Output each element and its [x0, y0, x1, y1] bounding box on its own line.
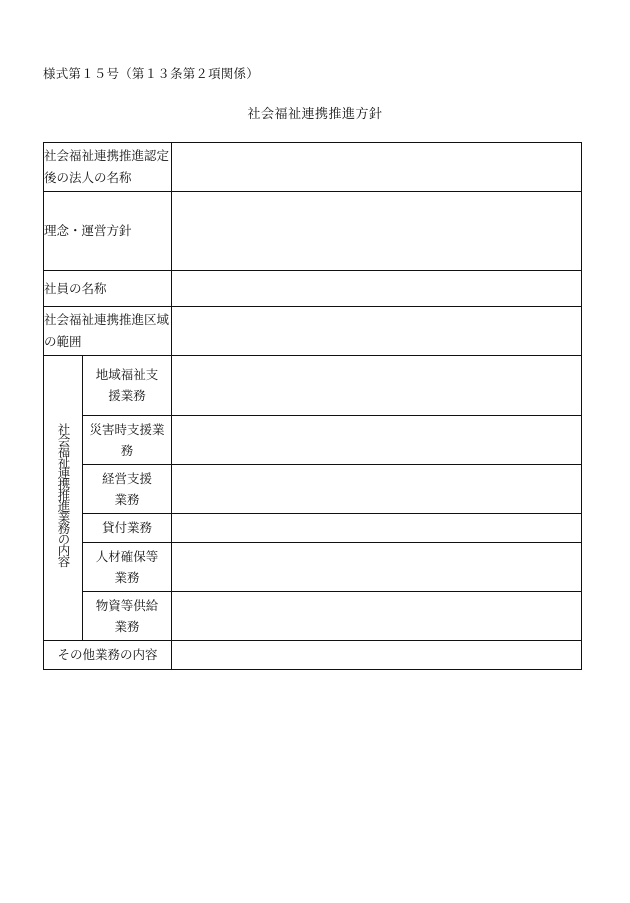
document-title: 社会福祉連携推進方針 — [247, 107, 383, 122]
form-number: 様式第１５号（第１３条第２項関係） — [43, 66, 259, 81]
personnel-field[interactable] — [172, 543, 582, 592]
business-content-label: 社会福祉連携推進業務の内容 — [56, 423, 71, 566]
corporation-name-label: 社会福祉連携推進認定後の法人の名称 — [44, 143, 172, 192]
row-business-personnel — [44, 543, 582, 592]
row-other-business — [44, 641, 582, 670]
row-business-management — [44, 465, 582, 514]
supplies-field[interactable] — [172, 592, 582, 641]
business-item-label: 経営支援業務 — [83, 465, 172, 514]
business-item-label: 地域福祉支援業務 — [83, 356, 172, 416]
corporation-name-field[interactable] — [172, 143, 582, 192]
member-names-label: 社員の名称 — [44, 271, 172, 307]
row-business-disaster — [44, 416, 582, 465]
business-item-label: 貸付業務 — [83, 514, 172, 543]
row-business-loan — [44, 514, 582, 543]
other-business-label: その他業務の内容 — [44, 641, 172, 670]
business-item-label: 災害時支援業務 — [83, 416, 172, 465]
row-business-regional-welfare — [44, 356, 582, 416]
philosophy-field[interactable] — [172, 192, 582, 271]
row-philosophy — [44, 192, 582, 271]
philosophy-label: 理念・運営方針 — [44, 192, 172, 271]
other-business-field[interactable] — [172, 641, 582, 670]
area-label: 社会福祉連携推進区域の範囲 — [44, 307, 172, 356]
row-business-supplies — [44, 592, 582, 641]
disaster-support-field[interactable] — [172, 416, 582, 465]
member-names-field[interactable] — [172, 271, 582, 307]
management-support-field[interactable] — [172, 465, 582, 514]
row-corporation-name — [44, 143, 582, 192]
business-item-label: 物資等供給業務 — [83, 592, 172, 641]
row-member-names — [44, 271, 582, 307]
loan-field[interactable] — [172, 514, 582, 543]
policy-form-table — [43, 142, 582, 670]
row-area — [44, 307, 582, 356]
area-field[interactable] — [172, 307, 582, 356]
business-content-header — [44, 356, 83, 641]
regional-welfare-field[interactable] — [172, 356, 582, 416]
business-item-label: 人材確保等業務 — [83, 543, 172, 592]
